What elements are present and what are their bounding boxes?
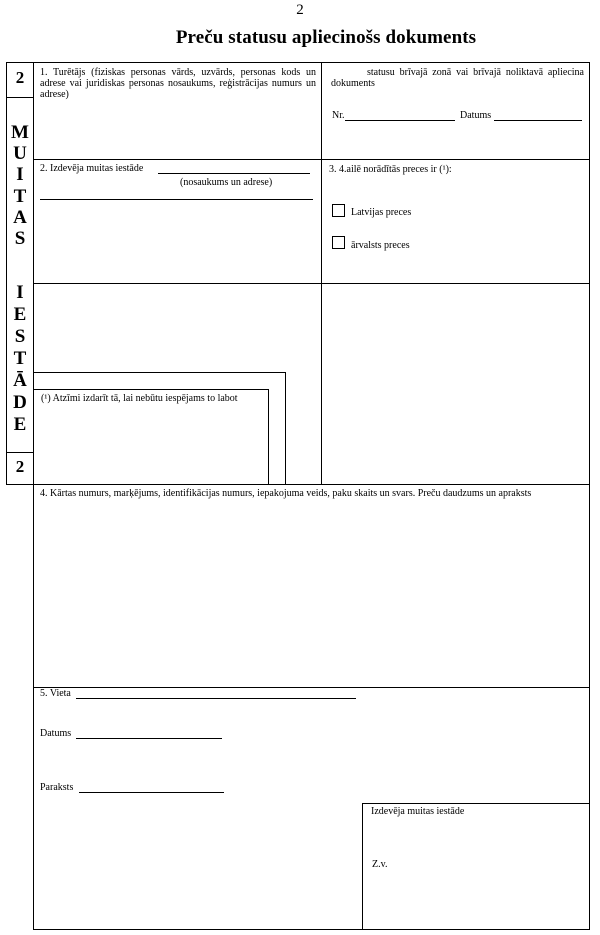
frame-line [589, 62, 590, 930]
frame-line [33, 687, 590, 688]
number-field[interactable] [345, 120, 455, 121]
frame-line [33, 929, 590, 930]
date-field[interactable] [494, 120, 582, 121]
frame-line [6, 97, 34, 98]
free-zone-statement: statusu brīvajā zonā vai brīvajā noliktavā apliecina dokuments [331, 67, 584, 89]
sidebar-letter: I [16, 164, 24, 185]
sidebar-letter: A [13, 207, 27, 228]
foreign-goods-checkbox[interactable] [332, 236, 345, 249]
frame-line [33, 484, 590, 485]
signing-date-label: Datums [40, 728, 72, 739]
footnote: (¹) Atzīmi izdarīt tā, lai nebūtu iespējams to labot [41, 393, 238, 404]
foreign-goods-label: ārvalsts preces [351, 240, 410, 251]
issuer-office-field-2[interactable] [40, 199, 313, 200]
frame-line [268, 389, 269, 484]
goods-status-label: 3. 4.ailē norādītās preces ir (¹): [329, 164, 452, 175]
frame-line [285, 372, 286, 484]
sidebar-letter: E [13, 304, 27, 325]
page-number: 2 [296, 2, 304, 18]
frame-line [6, 62, 590, 63]
frame-line [362, 803, 363, 930]
frame-line [33, 484, 34, 930]
frame-line [33, 283, 590, 284]
sidebar-letter: T [13, 186, 27, 207]
number-label: Nr. [332, 110, 345, 121]
place-field[interactable] [76, 698, 356, 699]
sidebar-letter: U [13, 143, 27, 164]
holder-label: 1. Turētājs (fiziskas personas vārds, uzvārds, personas kods un adrese vai juridiskas personas nosaukums, reģistrācijas numurs un adrese) [40, 67, 316, 100]
latvian-goods-checkbox[interactable] [332, 204, 345, 217]
frame-line [33, 62, 34, 484]
signature-label: Paraksts [40, 782, 74, 793]
place-label: 5. Vieta [40, 688, 71, 699]
issuer-office-label: 2. Izdevēja muitas iestāde [40, 163, 144, 174]
issuer-office-sublabel: (nosaukums un adrese) [180, 177, 273, 188]
frame-line [33, 389, 269, 390]
sidebar-bottom-number: 2 [15, 457, 25, 476]
frame-line [6, 452, 34, 453]
frame-line [33, 372, 286, 373]
issuer-office-field[interactable] [158, 173, 310, 174]
sidebar-letter: D [13, 392, 27, 413]
latvian-goods-label: Latvijas preces [351, 207, 412, 218]
date-label: Datums [460, 110, 492, 121]
sidebar-top-number: 2 [15, 68, 25, 87]
frame-line [362, 803, 590, 804]
frame-line [33, 159, 590, 160]
signature-field[interactable] [79, 792, 224, 793]
page-title: Preču statusu apliecinošs dokuments [175, 27, 477, 48]
frame-line [321, 62, 322, 485]
frame-line [6, 484, 34, 485]
sidebar-letter: Ā [13, 370, 27, 391]
sidebar-letter: E [13, 414, 27, 435]
sidebar-letter: S [14, 326, 26, 347]
sidebar-letter: S [14, 228, 26, 249]
issuer-box-label: Izdevēja muitas iestāde [371, 806, 465, 817]
sidebar-letter: T [13, 348, 27, 369]
seal-label: Z.v. [372, 859, 388, 870]
signing-date-field[interactable] [76, 738, 222, 739]
sidebar-letter: I [16, 282, 24, 303]
goods-description-label: 4. Kārtas numurs, marķējums, identifikācijas numurs, iepakojuma veids, paku skaits un svars. Preču daudzums un apraksts [40, 488, 532, 499]
sidebar-letter: M [11, 122, 29, 143]
